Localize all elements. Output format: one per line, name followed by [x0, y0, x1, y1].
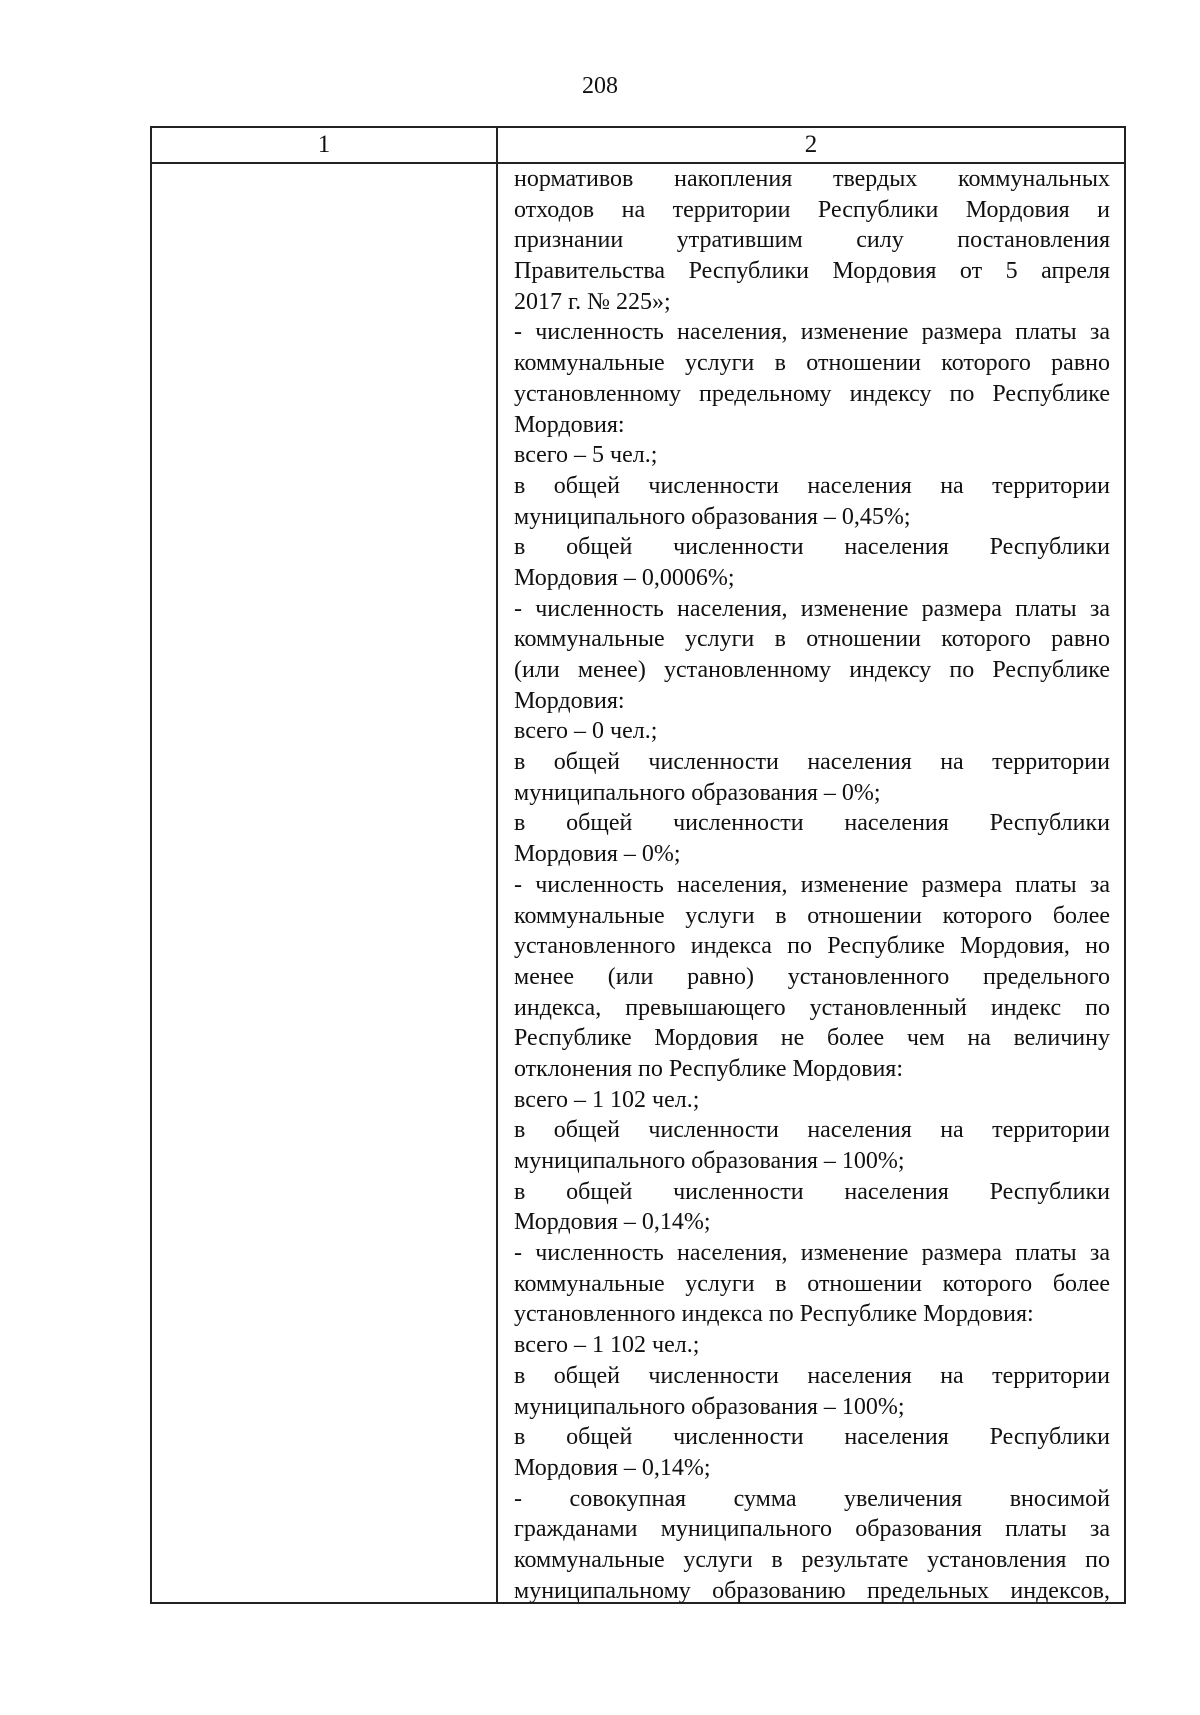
text-line: коммунальные услуги в отношении которого более — [514, 1270, 1110, 1297]
column-1-cell — [152, 164, 496, 1602]
text-line: в общей численности населения на территории — [514, 472, 1110, 499]
text-line: Мордовия – 0,14%; — [514, 1209, 711, 1236]
text-line: установленного индекса по Республике Мордовия: — [514, 1301, 1034, 1328]
text-line: установленному предельному индексу по Республике — [514, 380, 1110, 407]
text-line: - численность населения, изменение размера платы за — [514, 595, 1110, 622]
column-divider — [496, 128, 498, 1602]
text-line: всего – 1 102 чел.; — [514, 1332, 700, 1359]
text-line: в общей численности населения Республики — [514, 810, 1110, 837]
text-line: в общей численности населения на территории — [514, 749, 1110, 776]
text-line: 2017 г. № 225»; — [514, 288, 671, 315]
text-line: коммунальные услуги в результате установления по — [514, 1546, 1110, 1573]
text-line: - численность населения, изменение размера платы за — [514, 871, 1110, 898]
text-line: Мордовия – 0,0006%; — [514, 564, 735, 591]
text-line: в общей численности населения Республики — [514, 534, 1110, 561]
text-line: в общей численности населения Республики — [514, 1178, 1110, 1205]
text-line: всего – 0 чел.; — [514, 718, 658, 745]
table-header-row — [152, 128, 1124, 164]
text-line: отходов на территории Республики Мордовия и — [514, 196, 1110, 223]
document-table — [150, 126, 1126, 1604]
text-line: Мордовия – 0%; — [514, 841, 681, 868]
text-line: Республике Мордовия не более чем на величину — [514, 1025, 1110, 1052]
text-line: муниципального образования – 100%; — [514, 1393, 905, 1420]
text-line: в общей численности населения Республики — [514, 1424, 1110, 1451]
text-line: индекса, превышающего установленный индекс по — [514, 994, 1110, 1021]
text-line: муниципального образования – 0,45%; — [514, 503, 911, 530]
text-line: в общей численности населения на территории — [514, 1362, 1110, 1389]
text-line: - численность населения, изменение размера платы за — [514, 319, 1110, 346]
column-header-2: 2 — [804, 131, 818, 158]
text-line: муниципального образования – 0%; — [514, 779, 881, 806]
text-line: всего – 1 102 чел.; — [514, 1086, 700, 1113]
column-header-1: 1 — [317, 131, 331, 158]
text-line: Правительства Республики Мордовия от 5 апреля — [514, 258, 1110, 285]
text-line: коммунальные услуги в отношении которого равно — [514, 626, 1110, 653]
text-line: нормативов накопления твердых коммунальных — [514, 166, 1110, 192]
text-line: муниципального образования – 100%; — [514, 1148, 905, 1174]
page-number: 208 — [582, 73, 618, 99]
text-line: установленного индекса по Республике Мордовия, но — [514, 933, 1110, 960]
text-line: менее (или равно) установленного предельного — [514, 963, 1110, 990]
text-line: гражданами муниципального образования платы за — [514, 1516, 1110, 1543]
text-line: Мордовия: — [514, 411, 625, 438]
text-line: коммунальные услуги в отношении которого более — [514, 902, 1110, 929]
text-line: в общей численности населения на территории — [514, 1117, 1110, 1144]
text-line: отклонения по Республике Мордовия: — [514, 1055, 904, 1082]
column-2-cell — [514, 164, 1110, 1606]
text-line: Мордовия: — [514, 687, 625, 714]
text-line: муниципальному образованию предельных индексов, — [514, 1577, 1110, 1604]
text-line: Мордовия – 0,14%; — [514, 1454, 711, 1481]
text-line: коммунальные услуги в отношении которого равно — [514, 350, 1110, 377]
text-line: признании утратившим силу постановления — [514, 227, 1110, 254]
text-line: - совокупная сумма увеличения вносимой — [514, 1485, 1110, 1512]
text-line: всего – 5 чел.; — [514, 442, 658, 469]
text-line: (или менее) установленному индексу по Республике — [514, 657, 1110, 683]
text-line: - численность населения, изменение размера платы за — [514, 1240, 1110, 1267]
